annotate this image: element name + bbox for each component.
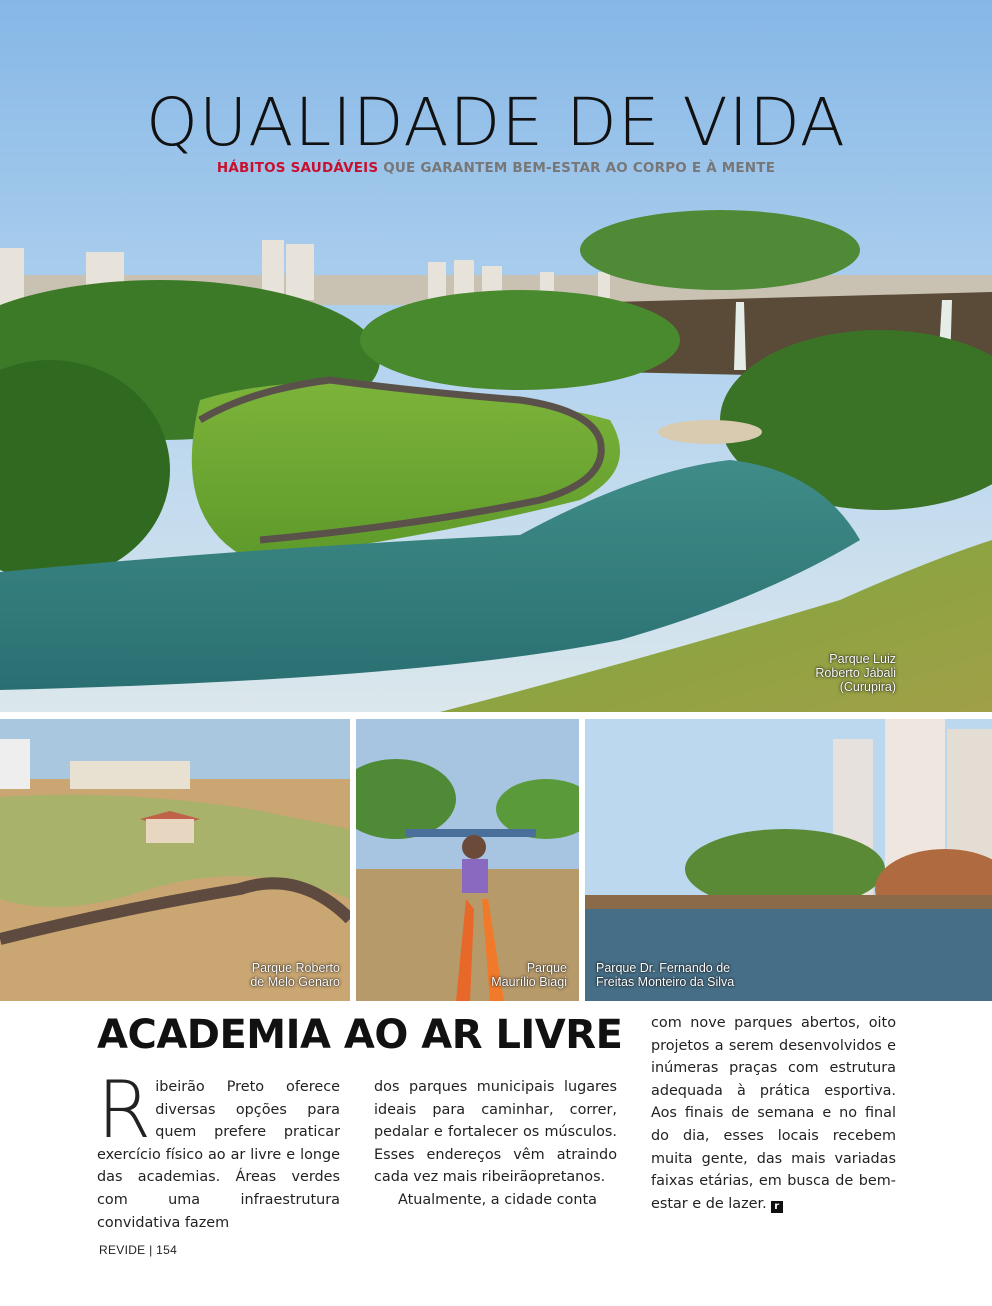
drop-cap: R [97,1066,152,1156]
lake-image [585,719,992,1001]
photo-caption-curupira [766,652,896,694]
page-subtitle [0,160,992,176]
article-paragraph [651,1012,896,1215]
caption-line: (Curupira) [839,680,896,694]
article-paragraph: dos parques municipais lugares ideais para caminhar, correr, pedalar e fortalecer os músculos. Esses endereços vêm atraindo cada vez mais ribeirãopretanos. [374,1079,617,1186]
article-headline: ACADEMIA AO AR LIVRE [97,1012,623,1058]
caption-line: Roberto Jábali [815,666,896,680]
caption-line: Parque Luiz [829,652,896,666]
caption-line: Maurílio Biagi [491,975,567,989]
photo-parque-fernando-de-freitas [585,719,992,1001]
park-paths-image [0,719,350,1001]
subtitle-text: QUE GARANTEM BEM-ESTAR AO CORPO E À MENTE [378,160,776,176]
caption-line: Parque Roberto [251,961,340,975]
playground-image [356,719,579,1001]
end-of-article-icon: r [771,1201,783,1213]
article-paragraph: ibeirão Preto oferece diversas opções para quem prefere praticar exercício físico ao ar livre e longe das academias. Áreas verdes com uma infraestrutura convidativa fazem [97,1079,340,1231]
page-folio: REVIDE | 154 [99,1243,178,1257]
subtitle-highlight: HÁBITOS SAUDÁVEIS [216,160,379,176]
caption-line: de Melo Genaro [250,975,340,989]
photo-parque-roberto-de-melo-genaro [0,719,350,1001]
caption-line: Parque Dr. Fernando de [596,961,731,975]
page-title: QUALIDADE DE VIDA [146,84,846,161]
caption-line: Freitas Monteiro da Silva [596,975,735,989]
photo-caption-genaro [190,961,340,989]
photo-parque-maurilio-biagi [356,719,579,1001]
article-column-2 [374,1076,617,1212]
article-column-1 [97,1066,340,1234]
article-column-3 [651,1012,896,1215]
article-paragraph: Atualmente, a cidade conta [398,1191,597,1208]
article-text: com nove parques abertos, oito projetos a serem desenvolvidos e inúmeras praças com estrutura adequada à prática esportiva. Aos finais de semana e no final do dia, esses locais recebem muita gente, das mais variadas faixas etárias, em busca de bem-estar e de lazer. [651,1015,896,1212]
caption-line: Parque [526,961,567,975]
photo-caption-biagi [457,961,567,989]
photo-caption-fernando [596,961,786,989]
